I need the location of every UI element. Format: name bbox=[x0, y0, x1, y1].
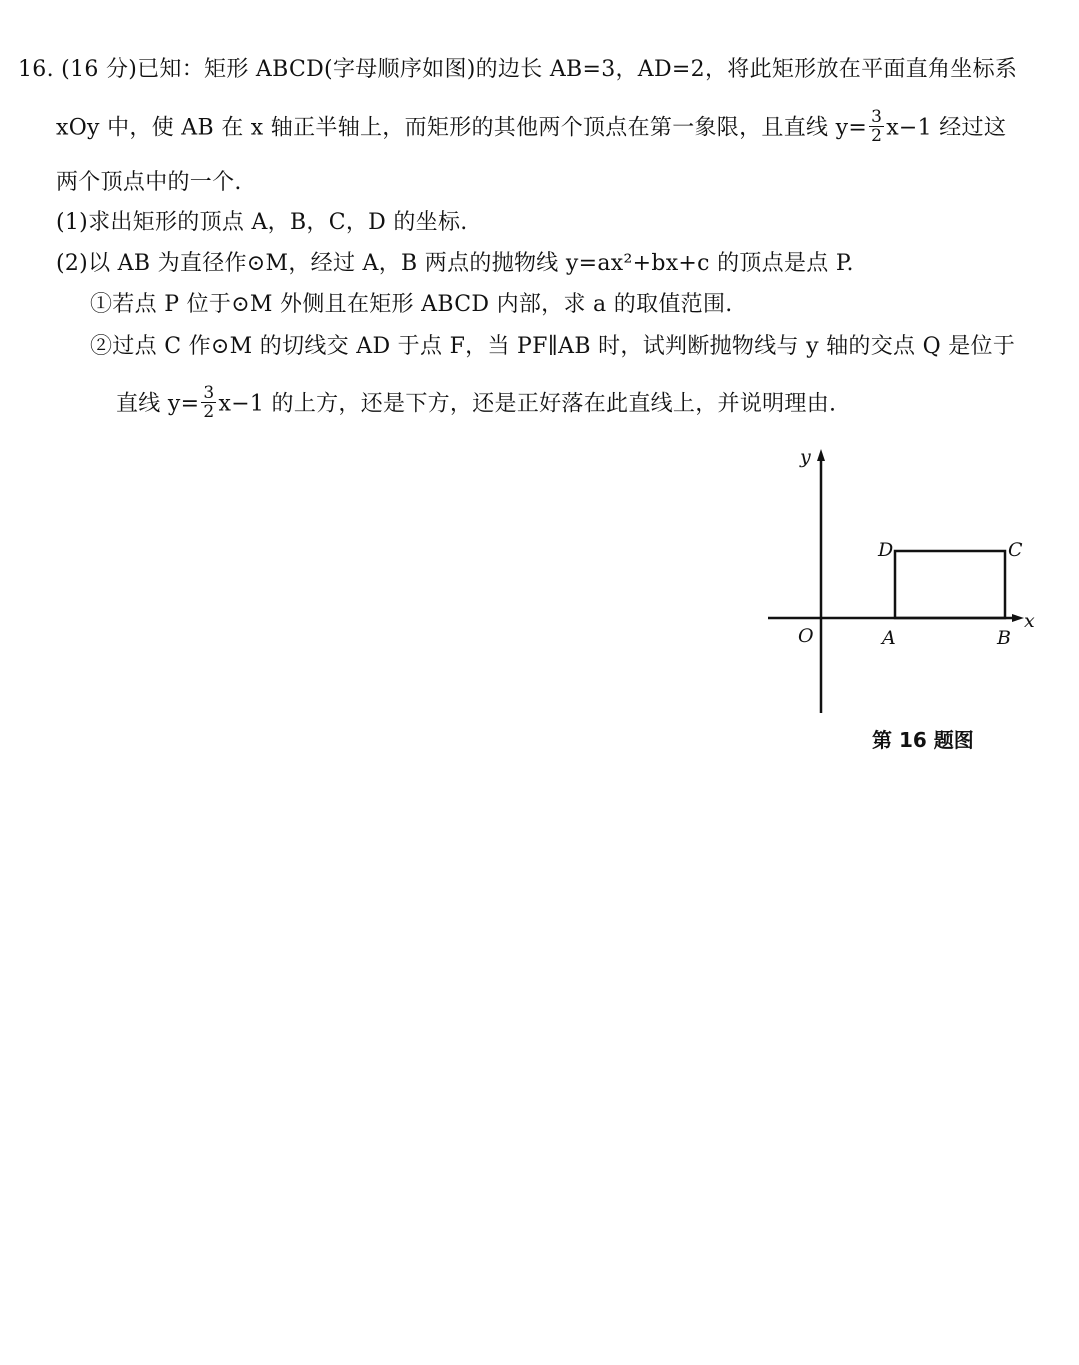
question-1: (1)求出矩形的顶点 A，B，C，D 的坐标. bbox=[56, 210, 468, 235]
label-origin: O bbox=[798, 625, 814, 647]
label-c: C bbox=[1008, 539, 1023, 561]
fraction-2-denominator: 2 bbox=[203, 402, 215, 422]
coordinate-figure bbox=[760, 445, 1050, 725]
question-2-part-2-continued-pre: 直线 y= bbox=[116, 391, 200, 417]
question-2-part-2-continued-post: x−1 的上方，还是下方，还是正好落在此直线上，并说明理由. bbox=[218, 391, 837, 417]
problem-line-3: 两个顶点中的一个. bbox=[56, 170, 242, 195]
problem-line-2-pre: xOy 中，使 AB 在 x 轴正半轴上，而矩形的其他两个顶点在第一象限，且直线 y= bbox=[56, 115, 868, 141]
problem-line-2-post: x−1 经过这 bbox=[886, 115, 1007, 141]
label-a: A bbox=[882, 627, 896, 649]
figure-caption: 第 16 题图 bbox=[872, 728, 974, 752]
fraction bbox=[869, 108, 884, 145]
question-2-part-1: ①若点 P 位于⊙M 外侧且在矩形 ABCD 内部，求 a 的取值范围. bbox=[90, 292, 733, 317]
fraction-denominator: 2 bbox=[871, 126, 883, 146]
problem-line-1: 16. (16 分)已知：矩形 ABCD(字母顺序如图)的边长 AB=3，AD=2，将此矩形放在平面直角坐标系 bbox=[18, 57, 1018, 82]
problem-line-2 bbox=[56, 107, 1007, 147]
label-y: y bbox=[800, 446, 811, 468]
y-axis-arrow bbox=[817, 449, 825, 461]
fraction-numerator: 3 bbox=[871, 107, 883, 127]
question-2-part-2: ②过点 C 作⊙M 的切线交 AD 于点 F，当 PF∥AB 时，试判断抛物线与 y 轴的交点 Q 是位于 bbox=[90, 334, 1016, 359]
x-axis-arrow bbox=[1012, 614, 1024, 622]
fraction-2 bbox=[201, 384, 216, 421]
rectangle-abcd bbox=[895, 551, 1005, 618]
label-d: D bbox=[878, 539, 894, 561]
label-b: B bbox=[997, 627, 1011, 649]
label-x: x bbox=[1024, 610, 1035, 632]
question-2-part-2-continued bbox=[116, 383, 837, 423]
fraction-2-numerator: 3 bbox=[203, 383, 215, 403]
question-2: (2)以 AB 为直径作⊙M，经过 A，B 两点的抛物线 y=ax²+bx+c 的顶点是点 P. bbox=[56, 251, 854, 276]
